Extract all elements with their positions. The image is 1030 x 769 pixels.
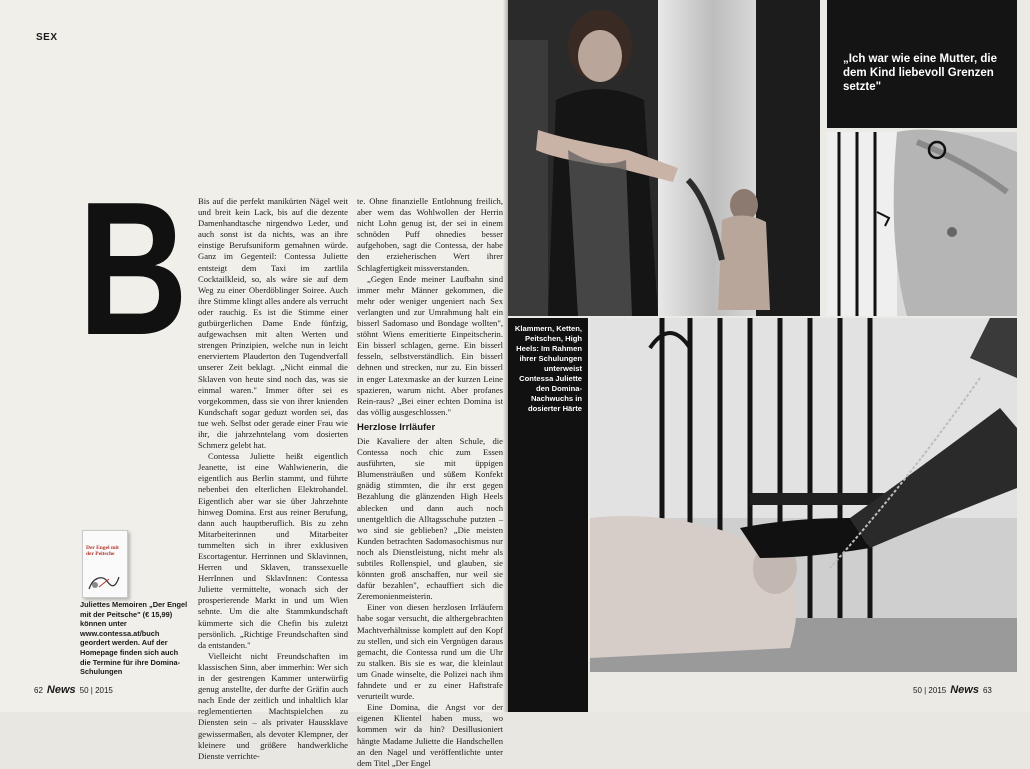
photo-caption: Klammern, Ketten, Peitschen, High Heels: Im Rahmen ihrer Schulungen unterweist Contessa Juliette den Domina-Nachwuchs in dosierter Härte [514,324,582,413]
high-heel-leash-photo-icon [590,318,1017,672]
paragraph: te. Ohne finanzielle Entlohnung freilich, aber wem das Wohlwollen der Herrin nicht Lohn genug ist, der sei in einem schnöden Puff ohnedies besser aufgehoben, sagt die Contessa, der habe den erzieherischen Wert ihrer Schlagfertigkeit missverstanden. [357,196,503,273]
paragraph: Vielleicht nicht Freundschaften im klassischen Sinn, aber immerhin: Wer sich in der gestrengen Kammer unterwürfig genug anstellte, der durfte der Gräfin auch nach Ende der zeitlich und inhaltlich klar reglementierten Machtspielchen zu Diensten sein – als privater Haussklave gewissermaßen, als devoter Klempner, der kleinere und größere handwerkliche Dienste verrichte- [198,650,348,761]
book-caption: Juliettes Memoiren „Der Engel mit der Peitsche" (€ 15,99) können unter www.contessa.at/buch geordert werden. Auf der Homepage finden sich auch die Termine für ihre Domina-Schulungen [80,600,188,677]
body-clamp-photo-icon [827,132,1017,316]
paragraph: Einer von diesen herzlosen Irrläufern habe sogar versucht, die althergebrachten Machtverhältnisse komplett auf den Kopf zu stellen, und sich ein Vergnügen daraus gemacht, die Contessa rund um die Uhr zu stalken. Bis sie es war, die kleinlaut um Gnade winselte, die Polizei nach ihm fahndete und er zu einer Haftstrafe verurteilt wurde. [357,602,503,702]
paragraph: Contessa Juliette heißt eigentlich Jeanette, ist eine Wahlwienerin, die eigentlich aus Berlin stammt, und führte nebenbei den elterlichen Elektrohandel. Eigentlich aber war sie über Jahrzehnte hinweg Domina. Erst aus reiner Berufung, dann auch hauptberuflich. Bis zu zehn Mitarbeiterinnen und Mitarbeiter tummelten sich in ihrer exklusiven Escortagentur. Herrinnen und Sklavinnen, Herren und Sklaven, transsexuelle HerrInnen und SklavInnen: Contessa Juliette vermittelte, wonach sich der prosperierende Markt in und um Wien sehnte. Um die alte Stammkundschaft kümmerte sich die Chefin bis zuletzt persönlich. „Richtige Freundschaften sind da entstanden." [198,451,348,650]
page-number: 63 [982,686,992,695]
section-label: SEX [36,32,58,43]
book-cover [82,530,128,598]
folio-right [913,684,992,696]
magazine-logo: News [46,684,76,696]
dropcap-glyph: B [78,163,188,375]
left-page [0,0,508,768]
magazine-logo: News [950,684,979,696]
paragraph: Die Kavaliere der alten Schule, die Contessa noch chic zum Essen ausführten, sie mit üppigen Blumensträußen und süßem Konfekt gnädig stimmten, die ihr erst gegen Bezahlung die glänzenden High Heels ablecken und dann auch noch unentgeltlich die Alltagsschuhe putzten – wo sind sie geblieben? „Die meisten Kunden betrachten Sadomasochismus nur noch als Dienstleistung, nicht mehr als subtiles Rollenspiel, und glauben, sie könnten groß anschaffen, nur weil sie dafür bezahlen", echauffiert sich die Zeremonienmeisterin. [357,435,503,602]
folio-left [34,684,113,696]
article-column-2 [357,196,503,768]
book-cover-title: Der Engel mit der Peitsche [86,545,119,557]
paragraph: „Gegen Ende meiner Laufbahn sind immer mehr Männer gekommen, die mehr oder weniger ungeniert nach Sex verlangten und zur Umrahmung halt ein bisserl Sadomaso und Bondage wollten", stöhnt Wiens emeritierte Einpeitscherin. Ein bisserl schlagen, gerne. Ein bisserl fesseln, selbstverständlich. Ein bisserl dehnen und strecken, nur zu. Ein bisserl in enger Latexmaske an der kurzen Leine spazieren, warum nicht. Aber profanes Rein-raus? „Bei einer echten Domina ist das völlig ausgeschlossen." [357,273,503,417]
page-number: 62 [34,686,43,695]
pull-quote-box [827,0,1017,128]
paragraph: Bis auf die perfekt manikürten Nägel weit und breit kein Lack, bis auf die dezente Damenhandtasche nirgendwo Leder, und auch sonst ist da nichts, was an ihre einstige Berufsuniform gemahnen würde. Ganz im Gegenteil: Contessa Juliette entsteigt dem Taxi im zartlila Cocktailkleid, so, als wäre sie auf dem Weg zu einer Oberdöblinger Soiree. Auch ihre Stimme klingt alles andere als verrucht oder rauchig. Es ist die Stimme einer gutbürgerlichen Dame Ende fünfzig, aufgewachsen mit alten Werten und strengen Prinzipien, welche nun in leicht enerviertem Plauderton den Tugendverfall unserer Zeit beklagt. „Nicht einmal die Sklaven von heute sind noch das, was sie einmal waren." Immer öfter sei es vorgekommen, dass sie von ihrer knienden Kundschaft sogar geduzt worden sei, das tue weh. Selbst oder gerade einer Frau wie ihr, die jahrzehntelang vom dosierten Schmerz gelebt hat. [198,196,348,451]
pull-quote: „Ich war wie eine Mutter, die dem Kind liebevoll Grenzen setzte" [843,53,998,93]
bondage-photo-icon [508,0,820,316]
issue-number: 50 | 2015 [913,686,947,695]
book-cover-illustration-icon [85,571,123,593]
issue-number: 50 | 2015 [79,686,113,695]
photo-caption-strip [508,318,588,712]
dropcap-letter [78,163,188,375]
article-column-1 [198,196,348,761]
subheading: Herzlose Irrläufer [357,421,436,433]
paragraph: Eine Domina, die Angst vor der eigenen Klientel haben muss, wo kommen wir da hin? Desillusioniert hängte Madame Juliette die Handschellen an den Nagel und veröffentlichte unter dem Titel „Der Engel [357,702,503,768]
